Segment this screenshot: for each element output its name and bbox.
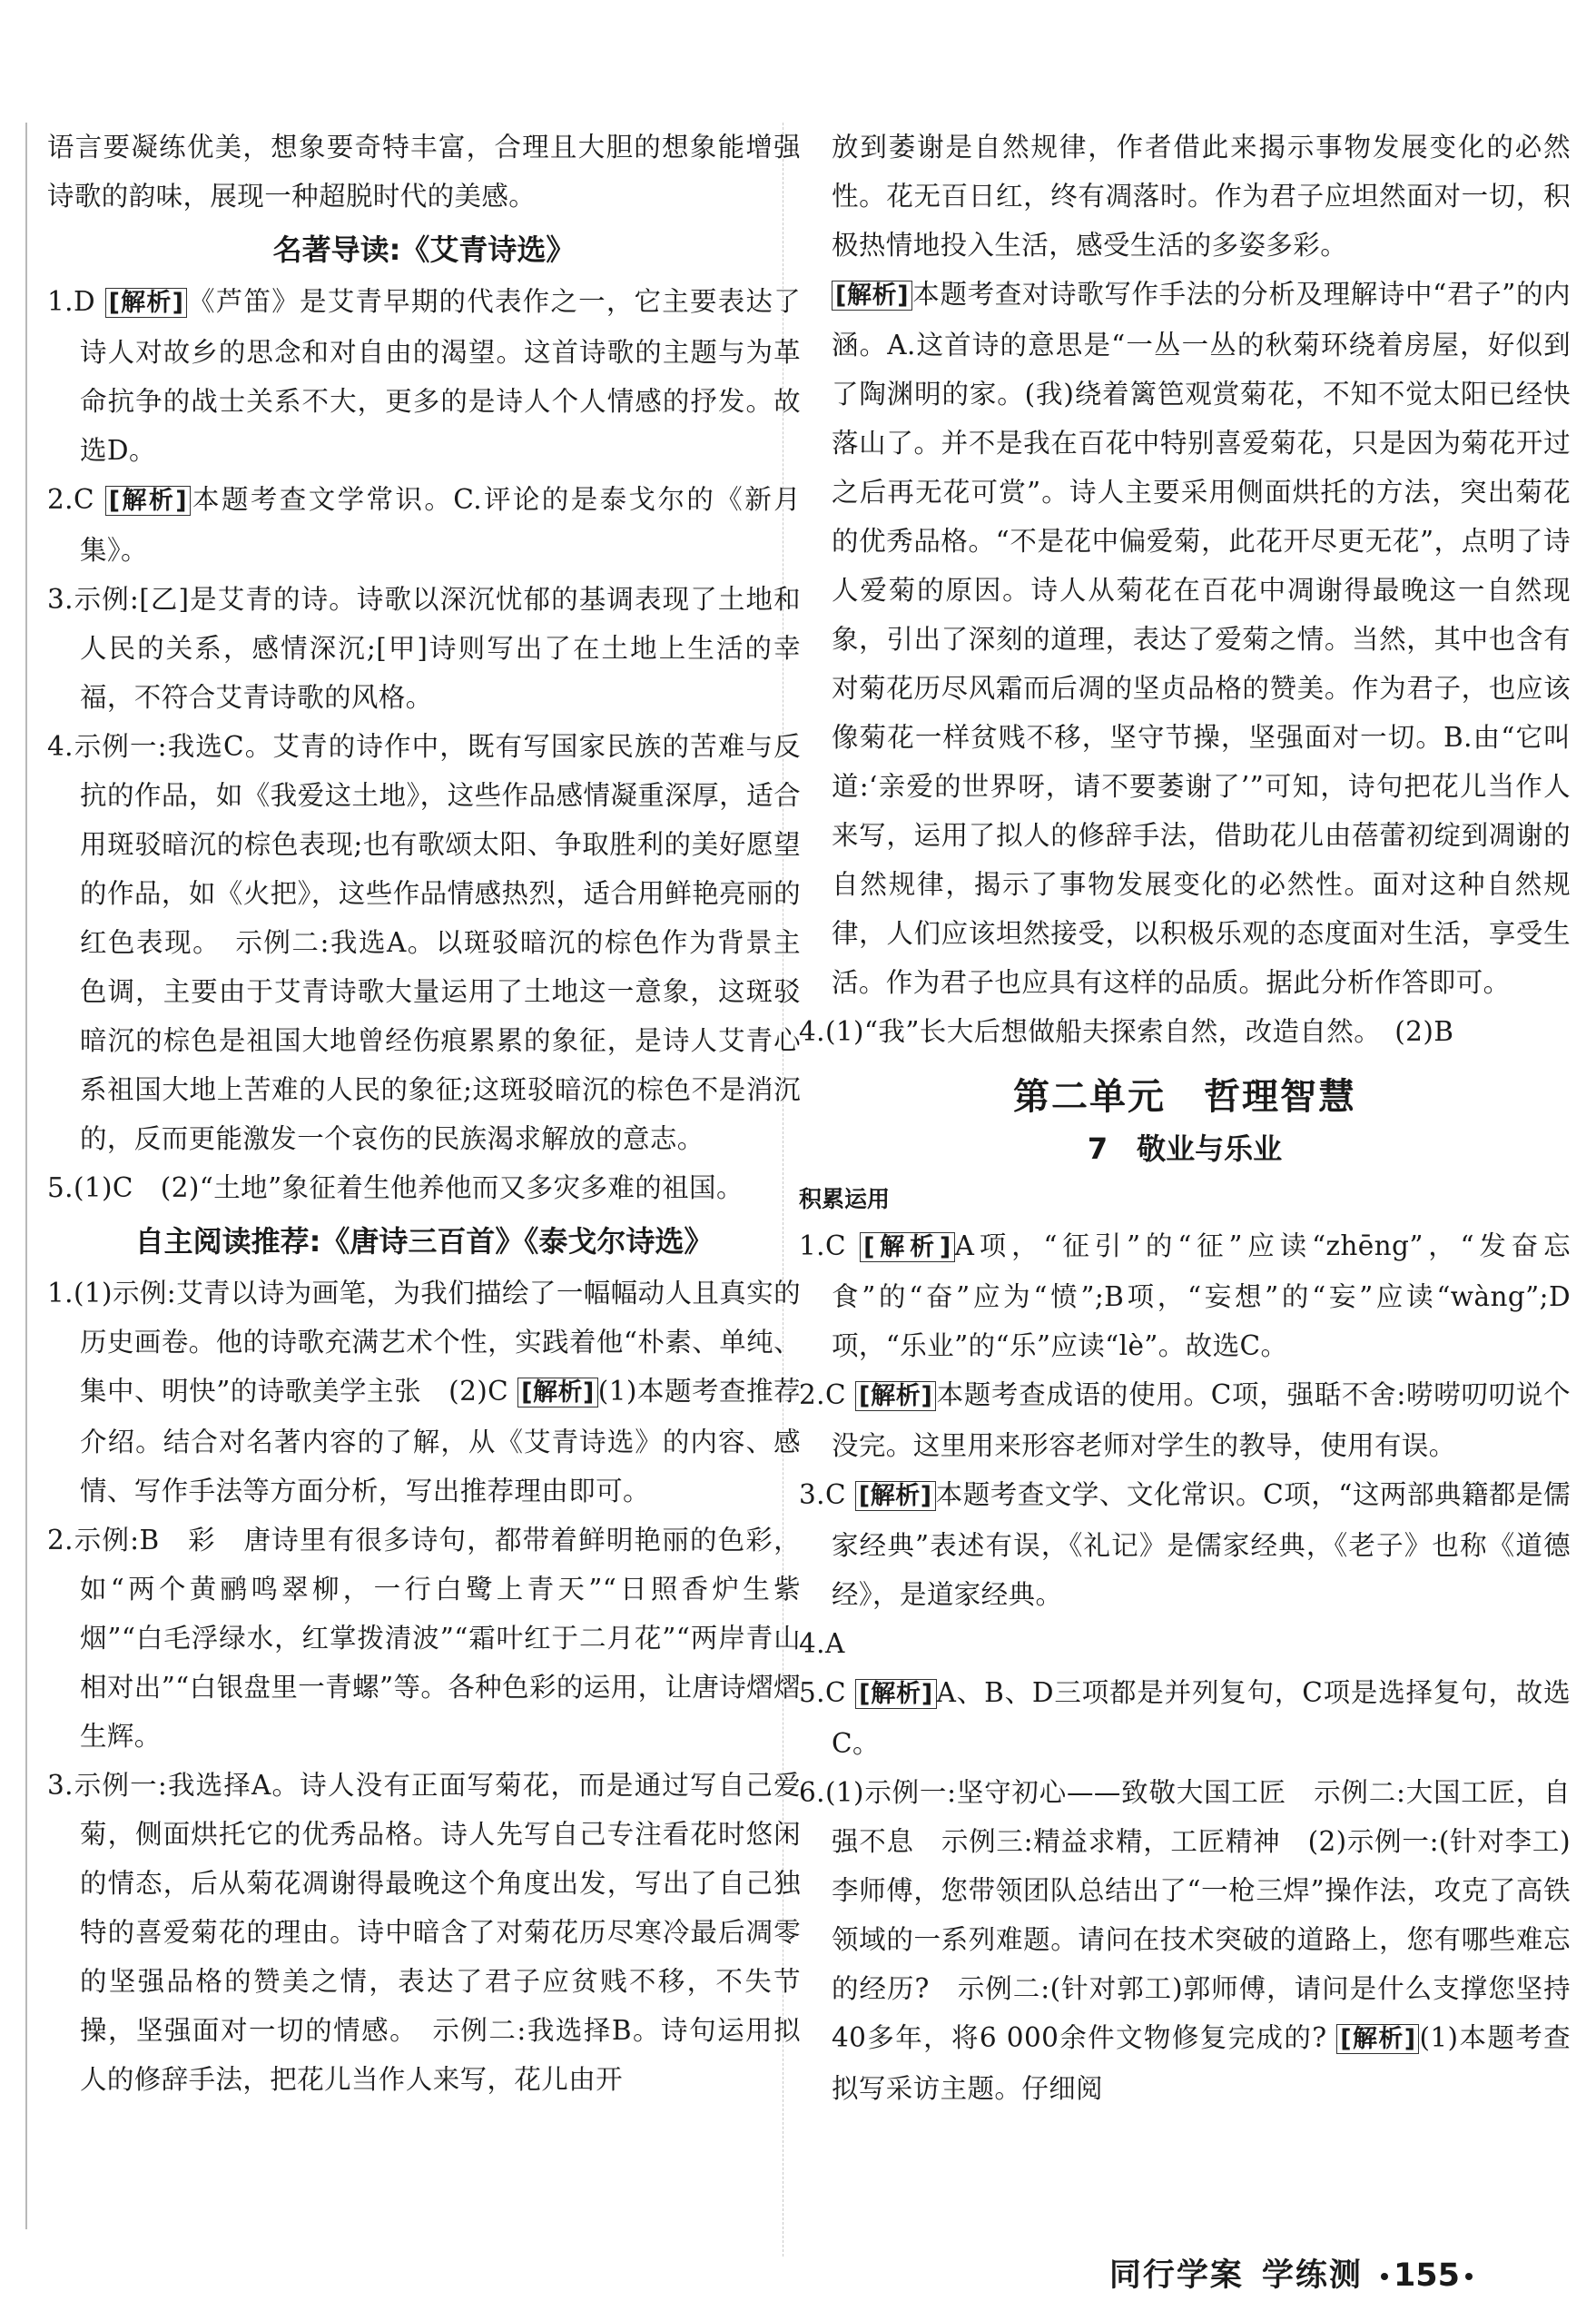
subsection-title: 积累运用	[799, 1186, 891, 1212]
analysis-tag: [解析]	[855, 1679, 937, 1709]
answer-4: 4.示例一:我选C。艾青的诗作中，既有写国家民族的苦难与反抗的作品，如《我爱这土地》，这些作品感情凝重深厚，适合用斑驳暗沉的棕色表现;也有歌颂太阳、争取胜利的美好愿望的作品，如《火把》，这些作品情感热烈，适合用鲜艳亮丽的红色表现。 示例二:我选A。以斑驳暗沉的棕色作为背景主色调，主要由于艾青诗歌大量运用了土地这一意象，这斑驳暗沉的棕色是祖国大地曾经伤痕累累的象征，是诗人艾青心系祖国大地上苦难的人民的象征;这斑驳暗沉的棕色不是消沉的，反而更能激发一个哀伤的民族渴求解放的意志。	[47, 731, 801, 1154]
lesson-answer-5: 5.C [解析] A、B、D三项都是并列复句，C项是选择复句，故选C。	[799, 1677, 1571, 1759]
analysis-tag: [解析]	[517, 1378, 598, 1407]
footer-brand: 同行学案	[1108, 2257, 1244, 2294]
analysis-tag: [解析]	[105, 486, 191, 516]
unit-title: 第二单元 哲理智慧	[1013, 1076, 1356, 1118]
bullet-icon	[1465, 2273, 1473, 2280]
reading-answer-2: 2.示例:B 彩 唐诗里有很多诗句，都带着鲜明艳丽的色彩，如“两个黄鹂鸣翠柳，一行白鹭上青天”“日照香炉生紫烟”“白毛浮绿水，红掌拨清波”“霜叶红于二月花”“两岸青山相对出”“白银盘里一青螺”等。各种色彩的运用，让唐诗熠熠生辉。	[47, 1525, 801, 1752]
lesson-answer-1: 1.C [解析] A项，“征引”的“征”应读“zhēng”，“发奋忘食”的“奋”应为“愤”;B项，“妄想”的“妄”应读“wàng”;D项，“乐业”的“乐”应读“lè”。故选C。	[799, 1230, 1571, 1361]
answer-5: 5.(1)C (2)“土地”象征着生他养他而又多灾多难的祖国。	[47, 1172, 744, 1203]
analysis-tag: [解析]	[832, 281, 912, 311]
analysis-tag: [解析]	[1336, 2024, 1419, 2054]
lesson-title: 7 敬业与乐业	[1087, 1131, 1283, 1166]
right-column	[799, 123, 1571, 2113]
reading-answer-3-analysis: [解析] 本题考查对诗歌写作手法的分析及理解诗中“君子”的内涵。A.这首诗的意思是“一丛一丛的秋菊环绕着房屋，好似到了陶渊明的家。(我)绕着篱笆观赏菊花，不知不觉太阳已经快落山了。并不是我在百花中特别喜爱菊花，只是因为菊花开过之后再无花可赏”。诗人主要采用侧面烘托的方法，突出菊花的优秀品格。“不是花中偏爱菊，此花开尽更无花”，点明了诗人爱菊的原因。诗人从菊花在百花中凋谢得最晚这一自然现象，引出了深刻的道理，表达了爱菊之情。当然，其中也含有对菊花历尽风霜而后凋的坚贞品格的赞美。作为君子，也应该像菊花一样贫贱不移，坚守节操，坚强面对一切。B.由“它叫道:‘亲爱的世界呀，请不要萎谢了’”可知，诗句把花儿当作人来写，运用了拟人的修辞手法，借助花儿由蓓蕾初绽到凋谢的自然规律，揭示了事物发展变化的必然性。面对这种自然规律，人们应该坦然接受，以积极乐观的态度面对生活，享受生活。作为君子也应具有这样的品质。据此分析作答即可。	[832, 279, 1571, 998]
section-title-ai-qing: 名著导读:《艾青诗选》	[272, 232, 576, 267]
page-number: 155	[1393, 2257, 1460, 2294]
answer-3: 3.示例:[乙]是艾青的诗。诗歌以深沉忧郁的基调表现了土地和人民的关系，感情深沉;[甲]诗则写出了在土地上生活的幸福，不符合艾青诗歌的风格。	[47, 584, 801, 713]
analysis-tag: [解析]	[855, 1381, 936, 1411]
analysis-tag: [解析]	[860, 1232, 955, 1262]
reading-answer-3-continued: 放到萎谢是自然规律，作者借此来揭示事物发展变化的必然性。花无百日红，终有凋落时。作为君子应坦然面对一切，积极热情地投入生活，感受生活的多姿多彩。	[832, 132, 1571, 261]
footer-subtitle: 学练测	[1261, 2257, 1363, 2294]
analysis-tag: [解析]	[105, 288, 188, 318]
answer-1: 1.D [解析] 《芦笛》是艾青早期的代表作之一，它主要表达了诗人对故乡的思念和对自由的渴望。这首诗歌的主题与为革命抗争的战士关系不大，更多的是诗人个人情感的抒发。故选D。	[47, 286, 801, 466]
reading-answer-1: 1.(1)示例:艾青以诗为画笔，为我们描绘了一幅幅动人且真实的历史画卷。他的诗歌充满艺术个性，实践着他“朴素、单纯、集中、明快”的诗歌美学主张 (2)C [解析] (1)本题考查推荐介绍。结合对名著内容的了解，从《艾青诗选》的内容、感情、写作手法等方面分析，写出推荐理由即可。	[47, 1278, 802, 1506]
reading-answer-4: 4.(1)“我”长大后想做船夫探索自然，改造自然。 (2)B	[799, 1016, 1454, 1047]
left-column	[25, 123, 801, 2229]
lesson-answer-6: 6.(1)示例一:坚守初心——致敬大国工匠 示例二:大国工匠，自强不息 示例三:精益求精，工匠精神 (2)示例一:(针对李工)李师傅，您带领团队总结出了“一枪三焊”操作法，攻克了高铁领域的一系列难题。请问在技术突破的道路上，您有哪些难忘的经历? 示例二:(针对郭工)郭师傅，请问是什么支撑您坚持40多年，将6 000余件文物修复完成的? [解析] (1)本题考查拟写采访主题。仔细阅	[799, 1777, 1571, 2104]
section-title-reading-recommend: 自主阅读推荐:《唐诗三百首》《泰戈尔诗选》	[134, 1224, 714, 1259]
intro-paragraph: 语言要凝练优美，想象要奇特丰富，合理且大胆的想象能增强诗歌的韵味，展现一种超脱时代的美感。	[47, 132, 801, 212]
reading-answer-3: 3.示例一:我选择A。诗人没有正面写菊花，而是通过写自己爱菊，侧面烘托它的优秀品格。诗人先写自己专注看花时悠闲的情态，后从菊花凋谢得最晚这个角度出发，写出了自己独特的喜爱菊花的理由。诗中暗含了对菊花历尽寒冷最后凋零的坚强品格的赞美之情，表达了君子应贫贱不移，不失节操，坚强面对一切的情感。 示例二:我选择B。诗句运用拟人的修辞手法，把花儿当作人来写，花儿由开	[47, 1770, 801, 2095]
page-number-wrap	[1375, 2257, 1478, 2294]
answer-2: 2.C [解析] 本题考查文学常识。C.评论的是泰戈尔的《新月集》。	[47, 484, 802, 566]
lesson-answer-4: 4.A	[799, 1628, 845, 1659]
page-footer	[1109, 2250, 1478, 2296]
analysis-tag: [解析]	[855, 1481, 936, 1511]
bullet-icon	[1381, 2273, 1388, 2280]
lesson-answer-3: 3.C [解析] 本题考查文学、文化常识。C项，“这两部典籍都是儒家经典”表述有误，《礼记》是儒家经典，《老子》也称《道德经》，是道家经典。	[799, 1479, 1571, 1610]
lesson-answer-2: 2.C [解析] 本题考查成语的使用。C项，强聒不舍:唠唠叨叨说个没完。这里用来形容老师对学生的教导，使用有误。	[799, 1379, 1571, 1461]
